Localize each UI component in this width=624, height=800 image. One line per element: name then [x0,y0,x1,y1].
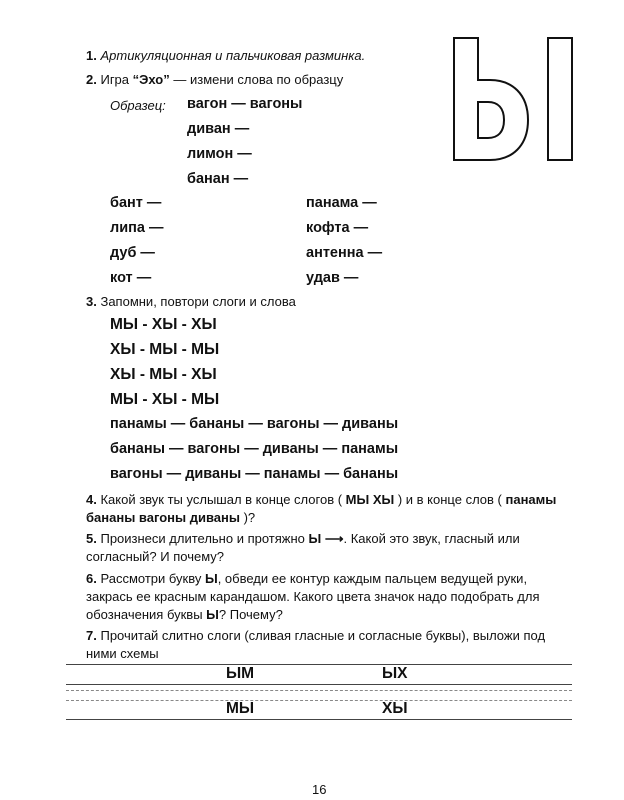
task-1 [86,48,365,63]
syllable-row-3: ХЫ - МЫ - ХЫ [110,366,217,383]
right-word-3: антенна — [306,245,383,261]
answer-line [66,719,572,720]
left-word-4: кот — [110,270,152,286]
task-2-prefix: Игра [100,72,133,87]
task-3-number: 3. [86,294,97,309]
task-6-letter: Ы [204,571,218,586]
answer-line [66,664,572,665]
task-4-bold-a: МЫ ХЫ [345,492,395,507]
arrow-right-icon: ⟶ [324,531,344,546]
task-5-text-a: Произнеси длительно и протяжно [100,531,309,546]
task-6-line-1 [86,571,527,586]
task-5-line-2: согласный? И почему? [86,549,225,564]
task-7-text-1: Прочитай слитно слоги (сливая гласные и согласные буквы), выложи под [100,628,546,643]
word-row-2: бананы — вагоны — диваны — панамы [110,441,399,457]
page-number: 16 [312,782,327,797]
task-4-text-c: )? [239,510,256,525]
sample-word-3: банан — [187,171,249,187]
task-7-line-1 [86,628,545,643]
word-row-1: панамы — бананы — вагоны — диваны [110,416,399,432]
task-6-line-3-letter: Ы [206,607,219,622]
schema-cell-hy: ХЫ [382,700,408,717]
task-2-suffix: — измени слова по образцу [169,72,344,87]
task-4-bold-b2: бананы вагоны диваны [86,510,240,525]
task-6-text-b: , обведи ее контур каждым пальцем ведущей руки, [217,571,528,586]
task-5-number: 5. [86,531,97,546]
task-4-text-b: ) и в конце слов ( [394,492,506,507]
task-4-line-1 [86,492,556,507]
task-6-line-3-b: ? Почему? [218,607,283,622]
task-7-line-2: ними схемы [86,646,159,661]
syllable-row-1: МЫ - ХЫ - ХЫ [110,316,217,333]
schema-cell-ym: ЫМ [226,665,255,682]
task-6-line-3 [86,607,283,622]
task-5-text-b: . Какой это звук, гласный или [343,531,520,546]
task-4-line-2 [86,510,255,525]
left-word-2: липа — [110,220,164,236]
left-word-3: дуб — [110,245,155,261]
sample-word-1: диван — [187,121,250,137]
right-word-1: панама — [306,195,377,211]
task-6-line-3-a: обозначения буквы [86,607,207,622]
big-letter-y-outline [452,36,582,169]
task-4-text-a: Какой звук ты услышал в конце слогов ( [100,492,346,507]
task-5-letter: Ы [308,531,322,546]
schema-cell-yh: ЫХ [382,665,408,682]
task-7-number: 7. [86,628,97,643]
answer-line [66,684,572,685]
task-1-number: 1. [86,48,97,63]
right-word-4: удав — [306,270,359,286]
syllable-row-2: ХЫ - МЫ - МЫ [110,341,220,358]
answer-dashed-line [66,700,572,701]
sample-word: вагон — вагоны [187,96,303,112]
task-2 [86,72,343,87]
task-6-number: 6. [86,571,97,586]
syllable-row-4: МЫ - ХЫ - МЫ [110,391,220,408]
answer-dashed-line [66,690,572,691]
task-3 [86,294,296,309]
task-6-line-2: закрась ее красным карандашом. Какого цвета значок надо подобрать для [86,589,540,604]
left-word-1: бант — [110,195,162,211]
sample-word-2: лимон — [187,146,252,162]
task-2-game: “Эхо” [132,72,170,87]
schema-cell-my: МЫ [226,700,255,717]
sample-label: Образец: [110,98,166,113]
task-1-text: Артикуляционная и пальчиковая разминка. [100,48,366,63]
task-5-line-1 [86,531,520,547]
task-3-text: Запомни, повтори слоги и слова [100,294,296,309]
right-word-2: кофта — [306,220,369,236]
task-4-number: 4. [86,492,97,507]
word-row-3: вагоны — диваны — панамы — бананы [110,466,399,482]
task-2-number: 2. [86,72,97,87]
task-6-text-a: Рассмотри букву [100,571,205,586]
task-4-bold-b1: панамы [505,492,557,507]
